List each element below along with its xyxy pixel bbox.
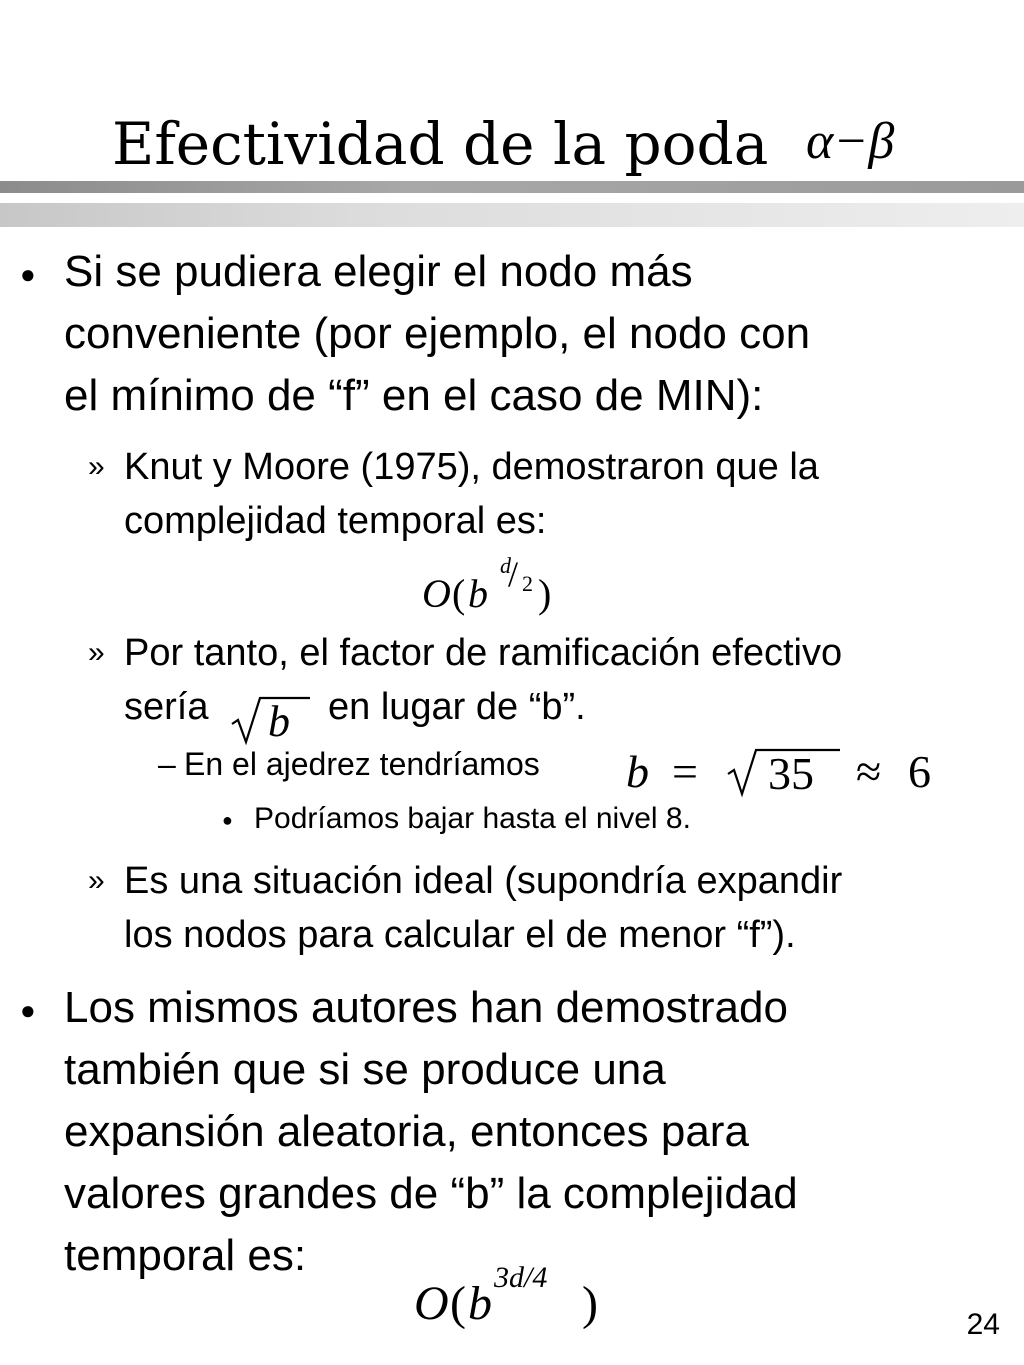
formula-2-base: b bbox=[468, 1277, 492, 1330]
sub-3-line-2: los nodos para calcular el de menor “f”). bbox=[124, 914, 796, 956]
sub-3-marker: » bbox=[88, 864, 105, 897]
bullet-2-marker: ● bbox=[20, 995, 36, 1025]
subsub-text: Podríamos bajar hasta el nivel 8. bbox=[254, 802, 691, 835]
title-rule-bottom bbox=[0, 203, 1024, 227]
bullet-2-line-5: temporal es: bbox=[64, 1231, 307, 1280]
slide-title: Efectividad de la poda bbox=[112, 110, 769, 178]
formula-1-exp-slash: / bbox=[508, 554, 519, 594]
formula-o-b-d-over-2 bbox=[422, 548, 562, 626]
bullet-1-marker: ● bbox=[20, 259, 36, 289]
sub-3-line-1: Es una situación ideal (supondría expandir bbox=[124, 860, 843, 902]
formula-3-value: 6 bbox=[908, 746, 931, 797]
sub-2-marker: » bbox=[88, 636, 105, 669]
formula-3-radicand: 35 bbox=[768, 748, 814, 799]
dash-item-text: En el ajedrez tendríamos bbox=[184, 746, 540, 782]
sub-2-line-2-suffix: en lugar de “b”. bbox=[328, 686, 586, 728]
formula-3-eq: = bbox=[672, 746, 698, 797]
subsub-marker: ● bbox=[222, 810, 233, 830]
slide-number: 24 bbox=[966, 1308, 1000, 1341]
formula-1-exp-den: 2 bbox=[522, 571, 533, 596]
formula-1-open-paren: ( bbox=[452, 571, 466, 616]
formula-2-exp: 3d/4 bbox=[494, 1261, 548, 1294]
sub-1-line-1: Knut y Moore (1975), demostraron que la bbox=[124, 446, 819, 488]
sub-2-line-1: Por tanto, el factor de ramificación efectivo bbox=[124, 632, 843, 674]
formula-o-b-3d-over-4 bbox=[414, 1256, 624, 1336]
sqrt-b-radicand: b bbox=[268, 697, 290, 746]
formula-sqrt-b bbox=[230, 690, 314, 746]
formula-2-o: O bbox=[414, 1277, 449, 1330]
bullet-1-line-3: el mínimo de “f” en el caso de MIN): bbox=[64, 371, 764, 420]
dash-marker: – bbox=[158, 746, 176, 782]
formula-3-lhs: b bbox=[626, 746, 649, 797]
bullet-2-line-3: expansión aleatoria, entonces para bbox=[64, 1107, 749, 1156]
formula-2-close-paren: ) bbox=[582, 1277, 598, 1330]
title-alpha-beta: α−β bbox=[806, 113, 895, 170]
formula-b-sqrt-35 bbox=[626, 740, 956, 798]
formula-1-close-paren: ) bbox=[538, 571, 552, 616]
sub-1-marker: » bbox=[88, 450, 105, 483]
bullet-2-line-4: valores grandes de “b” la complejidad bbox=[64, 1169, 798, 1218]
formula-1-exp-num: d bbox=[500, 553, 511, 578]
bullet-2-line-1: Los mismos autores han demostrado bbox=[64, 983, 788, 1032]
title-rule-top bbox=[0, 181, 1024, 193]
formula-1-o: O bbox=[422, 571, 451, 616]
formula-2-open-paren: ( bbox=[450, 1277, 466, 1330]
formula-3-approx: ≈ bbox=[856, 746, 882, 797]
bullet-1-line-2: conveniente (por ejemplo, el nodo con bbox=[64, 309, 811, 358]
bullet-1-line-1: Si se pudiera elegir el nodo más bbox=[64, 247, 693, 296]
sub-1-line-2: complejidad temporal es: bbox=[124, 500, 547, 542]
bullet-2-line-2: también que si se produce una bbox=[64, 1045, 666, 1094]
sub-2-line-2-prefix: sería bbox=[124, 686, 209, 728]
formula-1-base: b bbox=[468, 571, 488, 616]
